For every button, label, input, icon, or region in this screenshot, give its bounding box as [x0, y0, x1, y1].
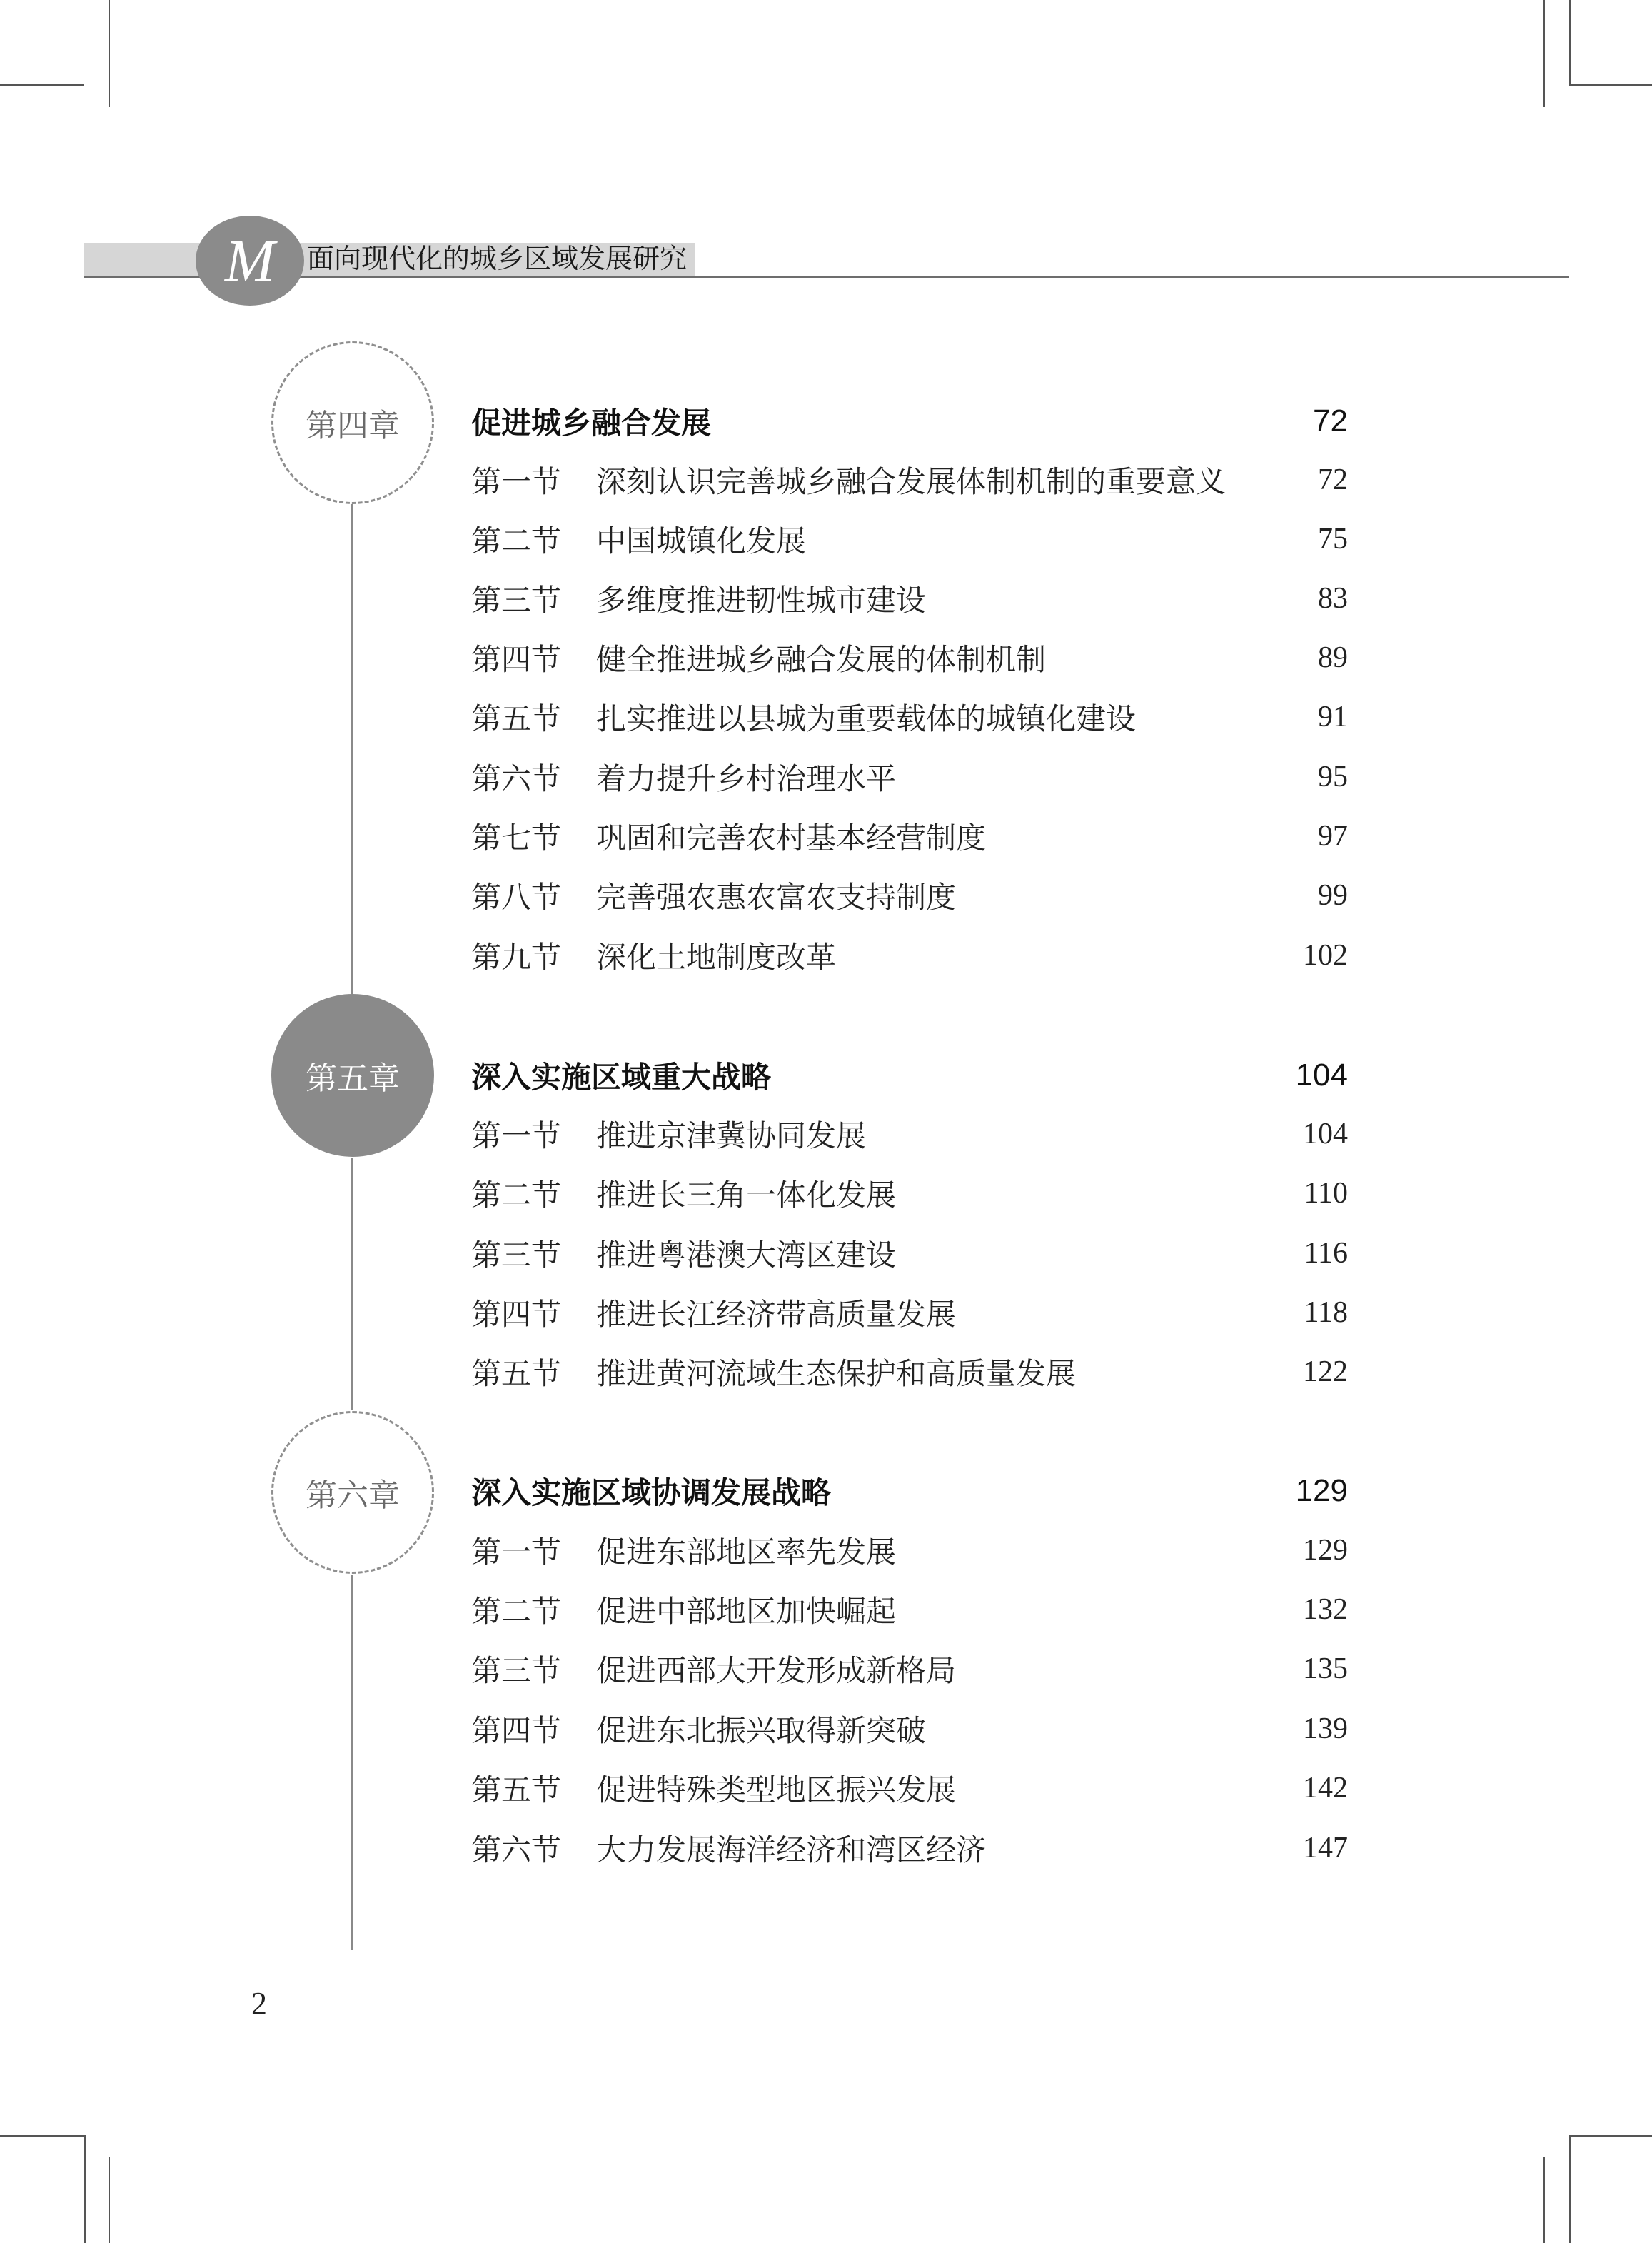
section-title: 健全推进城乡融合发展的体制机制 — [596, 642, 1047, 677]
section-title: 扎实推进以县城为重要载体的城镇化建设 — [596, 701, 1137, 736]
chapter-page: 129 — [1295, 1473, 1348, 1508]
crop-mark — [1543, 2157, 1545, 2243]
timeline-line — [351, 504, 353, 994]
section-title: 推进长江经济带高质量发展 — [596, 1297, 957, 1332]
toc-section-entry[interactable] — [471, 756, 1348, 798]
toc-chapter-entry[interactable] — [471, 400, 1348, 443]
toc-section-entry[interactable] — [471, 518, 1348, 561]
chapter-title: 促进城乡融合发展 — [471, 406, 712, 441]
section-title: 推进黄河流域生态保护和高质量发展 — [596, 1356, 1077, 1391]
section-page: 129 — [1303, 1534, 1348, 1567]
section-label: 第二节 — [471, 523, 562, 558]
chapter-circle-6 — [271, 1411, 434, 1574]
section-label: 第七节 — [471, 821, 562, 855]
section-title: 推进长三角一体化发展 — [596, 1178, 897, 1213]
section-title: 大力发展海洋经济和湾区经济 — [596, 1832, 987, 1867]
toc-section-entry[interactable] — [471, 1232, 1348, 1275]
section-page: 91 — [1318, 701, 1348, 733]
section-label: 第五节 — [471, 1772, 562, 1807]
crop-mark — [1543, 0, 1545, 107]
toc-chapter-entry[interactable] — [471, 1054, 1348, 1097]
toc-section-entry[interactable] — [471, 577, 1348, 620]
section-label: 第一节 — [471, 1118, 562, 1153]
header-rule — [84, 276, 1569, 278]
crop-mark — [1569, 2135, 1652, 2137]
running-header-title: 面向现代化的城乡区域发展研究 — [307, 244, 688, 274]
book-logo — [196, 216, 304, 306]
section-page: 132 — [1303, 1593, 1348, 1626]
section-label: 第三节 — [471, 583, 562, 618]
toc-section-entry[interactable] — [471, 1827, 1348, 1870]
section-page: 116 — [1304, 1237, 1348, 1270]
toc-section-entry[interactable] — [471, 934, 1348, 977]
toc-section-entry[interactable] — [471, 696, 1348, 738]
toc-section-entry[interactable] — [471, 1767, 1348, 1810]
toc-section-entry[interactable] — [471, 1350, 1348, 1393]
section-page: 95 — [1318, 761, 1348, 793]
crop-mark — [0, 84, 84, 86]
section-label: 第二节 — [471, 1178, 562, 1213]
section-label: 第九节 — [471, 940, 562, 975]
chapter-title: 深入实施区域重大战略 — [471, 1060, 772, 1095]
section-label: 第六节 — [471, 1832, 562, 1867]
section-title: 推进粤港澳大湾区建设 — [596, 1238, 897, 1273]
toc-section-entry[interactable] — [471, 1291, 1348, 1334]
section-page: 75 — [1318, 523, 1348, 556]
section-label: 第三节 — [471, 1238, 562, 1273]
section-page: 89 — [1318, 641, 1348, 674]
toc-section-entry[interactable] — [471, 874, 1348, 917]
crop-mark — [109, 2157, 110, 2243]
section-label: 第五节 — [471, 1356, 562, 1391]
section-title: 深化土地制度改革 — [596, 940, 837, 975]
section-title: 推进京津冀协同发展 — [596, 1118, 867, 1153]
crop-mark — [0, 2135, 84, 2137]
section-title: 巩固和完善农村基本经营制度 — [596, 821, 987, 855]
section-title: 促进特殊类型地区振兴发展 — [596, 1772, 957, 1807]
section-title: 中国城镇化发展 — [596, 523, 807, 558]
section-page: 122 — [1303, 1355, 1348, 1388]
page-number: 2 — [251, 1986, 267, 2021]
section-page: 97 — [1318, 820, 1348, 853]
chapter-circle-5 — [271, 994, 434, 1157]
section-title: 促进西部大开发形成新格局 — [596, 1653, 957, 1688]
toc-section-entry[interactable] — [471, 1113, 1348, 1155]
section-page: 110 — [1304, 1177, 1348, 1210]
toc-section-entry[interactable] — [471, 636, 1348, 679]
section-page: 102 — [1303, 939, 1348, 972]
toc-chapter-entry[interactable] — [471, 1470, 1348, 1512]
toc-section-entry[interactable] — [471, 1172, 1348, 1215]
toc-section-entry[interactable] — [471, 1529, 1348, 1572]
timeline-line — [351, 1158, 353, 1410]
toc-section-entry[interactable] — [471, 1588, 1348, 1631]
section-label: 第四节 — [471, 1297, 562, 1332]
section-title: 着力提升乡村治理水平 — [596, 761, 897, 796]
chapter-title: 深入实施区域协调发展战略 — [471, 1475, 832, 1510]
section-label: 第八节 — [471, 880, 562, 915]
section-label: 第六节 — [471, 761, 562, 796]
crop-mark — [1569, 2135, 1571, 2243]
toc-section-entry[interactable] — [471, 458, 1348, 501]
crop-mark — [1569, 84, 1652, 86]
toc-section-entry[interactable] — [471, 815, 1348, 858]
section-title: 深刻认识完善城乡融合发展体制机制的重要意义 — [596, 464, 1227, 499]
section-label: 第一节 — [471, 464, 562, 499]
section-label: 第三节 — [471, 1653, 562, 1688]
toc-section-entry[interactable] — [471, 1707, 1348, 1750]
section-label: 第四节 — [471, 642, 562, 677]
chapter-number-label: 第六章 — [306, 1477, 400, 1514]
timeline-line — [351, 1575, 353, 1950]
section-page: 104 — [1303, 1118, 1348, 1150]
section-page: 118 — [1304, 1296, 1348, 1329]
section-page: 83 — [1318, 582, 1348, 615]
section-page: 139 — [1303, 1712, 1348, 1745]
section-title: 促进东北振兴取得新突破 — [596, 1713, 927, 1748]
section-page: 72 — [1318, 463, 1348, 496]
section-label: 第四节 — [471, 1713, 562, 1748]
crop-mark — [1569, 0, 1571, 84]
chapter-number-label: 第五章 — [306, 1060, 400, 1097]
crop-mark — [109, 0, 110, 107]
section-page: 99 — [1318, 879, 1348, 912]
chapter-page: 72 — [1313, 403, 1348, 438]
section-page: 147 — [1303, 1832, 1348, 1865]
chapter-number-label: 第四章 — [306, 408, 400, 444]
section-title: 促进东部地区率先发展 — [596, 1535, 897, 1570]
section-label: 第一节 — [471, 1535, 562, 1570]
section-page: 135 — [1303, 1652, 1348, 1685]
section-label: 第五节 — [471, 701, 562, 736]
section-title: 多维度推进韧性城市建设 — [596, 583, 927, 618]
section-title: 完善强农惠农富农支持制度 — [596, 880, 957, 915]
section-label: 第二节 — [471, 1594, 562, 1629]
logo-letter: M — [225, 227, 275, 294]
section-page: 142 — [1303, 1772, 1348, 1805]
chapter-circle-4 — [271, 341, 434, 504]
chapter-page: 104 — [1295, 1058, 1348, 1093]
section-title: 促进中部地区加快崛起 — [596, 1594, 897, 1629]
toc-section-entry[interactable] — [471, 1647, 1348, 1690]
crop-mark — [84, 2135, 86, 2243]
